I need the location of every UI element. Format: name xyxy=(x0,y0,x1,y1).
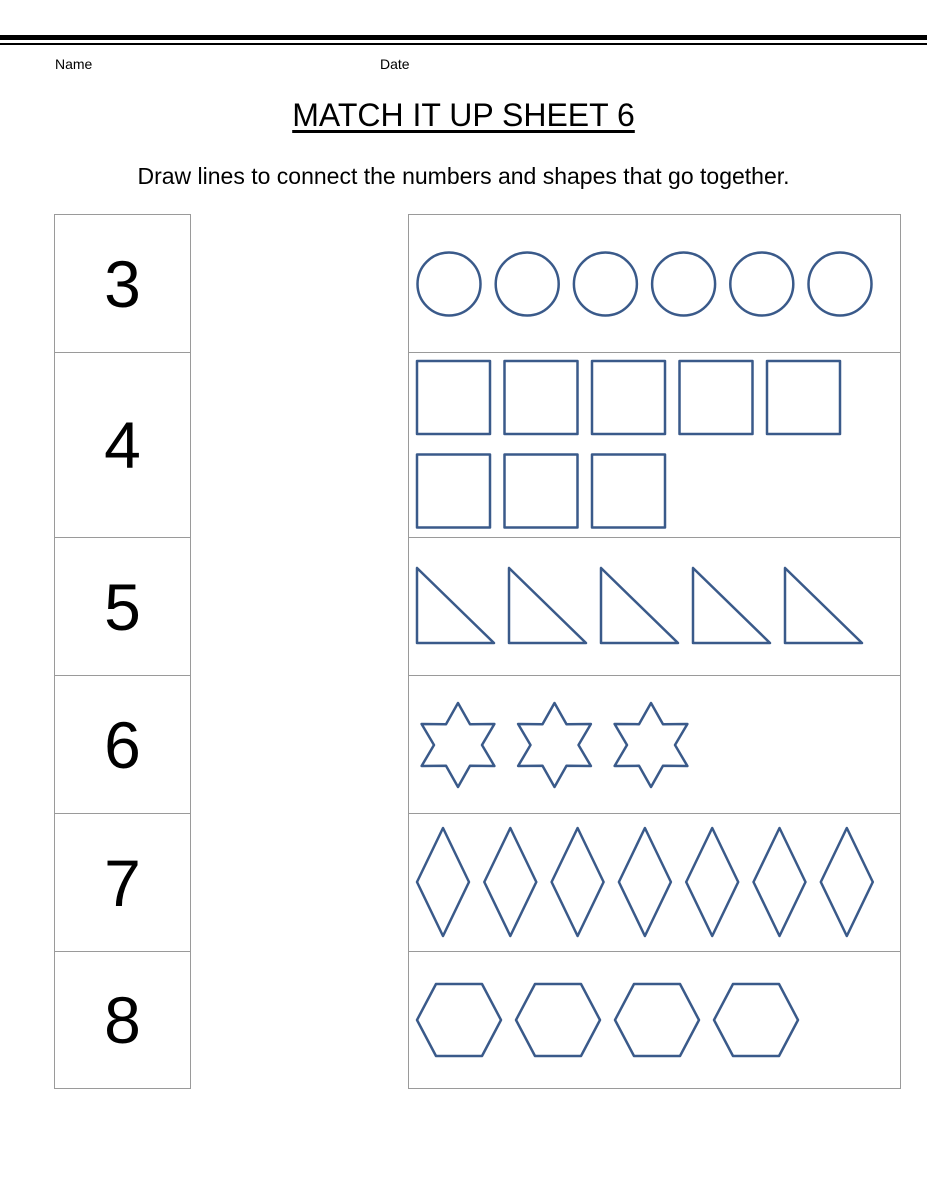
hexagon-shape xyxy=(615,984,699,1056)
star-shape xyxy=(518,703,591,787)
triangle-shape xyxy=(601,568,678,643)
number-cell-6: 6 xyxy=(55,676,190,814)
hexagon-shape xyxy=(417,984,501,1056)
page-title: MATCH IT UP SHEET 6 xyxy=(292,97,635,133)
diamond-shape xyxy=(754,828,806,936)
diamond-shape xyxy=(821,828,873,936)
shapes-drawing xyxy=(409,215,900,1088)
square-shape xyxy=(592,361,665,434)
triangle-shape xyxy=(785,568,862,643)
shape-column xyxy=(408,214,901,1089)
instructions: Draw lines to connect the numbers and shapes that go together. xyxy=(137,163,790,189)
square-shape xyxy=(417,455,490,528)
diamond-shape xyxy=(417,828,469,936)
square-shape xyxy=(592,455,665,528)
number-cell-8: 8 xyxy=(104,983,141,1057)
square-shape xyxy=(505,361,578,434)
diamond-shape xyxy=(619,828,671,936)
circle-shape xyxy=(574,253,637,316)
top-rule-thin xyxy=(0,43,927,45)
square-shape xyxy=(680,361,753,434)
date-label: Date xyxy=(380,56,410,72)
name-label: Name xyxy=(55,56,93,72)
triangle-shape xyxy=(417,568,494,643)
triangle-shape xyxy=(509,568,586,643)
triangle-shape xyxy=(693,568,770,643)
square-shape xyxy=(505,455,578,528)
square-shape xyxy=(767,361,840,434)
star-shape xyxy=(422,703,495,787)
square-shape xyxy=(417,361,490,434)
number-cell-7: 7 xyxy=(55,814,190,952)
diamond-shape xyxy=(484,828,536,936)
diamond-shape xyxy=(686,828,738,936)
top-rule-thick xyxy=(0,35,927,40)
circle-shape xyxy=(809,253,872,316)
hexagon-shape xyxy=(714,984,798,1056)
number-cell-3: 3 xyxy=(55,215,190,353)
diamond-shape xyxy=(552,828,604,936)
star-shape xyxy=(615,703,688,787)
circle-shape xyxy=(418,253,481,316)
number-cell-5: 5 xyxy=(55,538,190,676)
circle-shape xyxy=(652,253,715,316)
circle-shape xyxy=(496,253,559,316)
number-cell-4: 4 xyxy=(55,353,190,538)
number-column xyxy=(54,214,191,1089)
circle-shape xyxy=(730,253,793,316)
hexagon-shape xyxy=(516,984,600,1056)
